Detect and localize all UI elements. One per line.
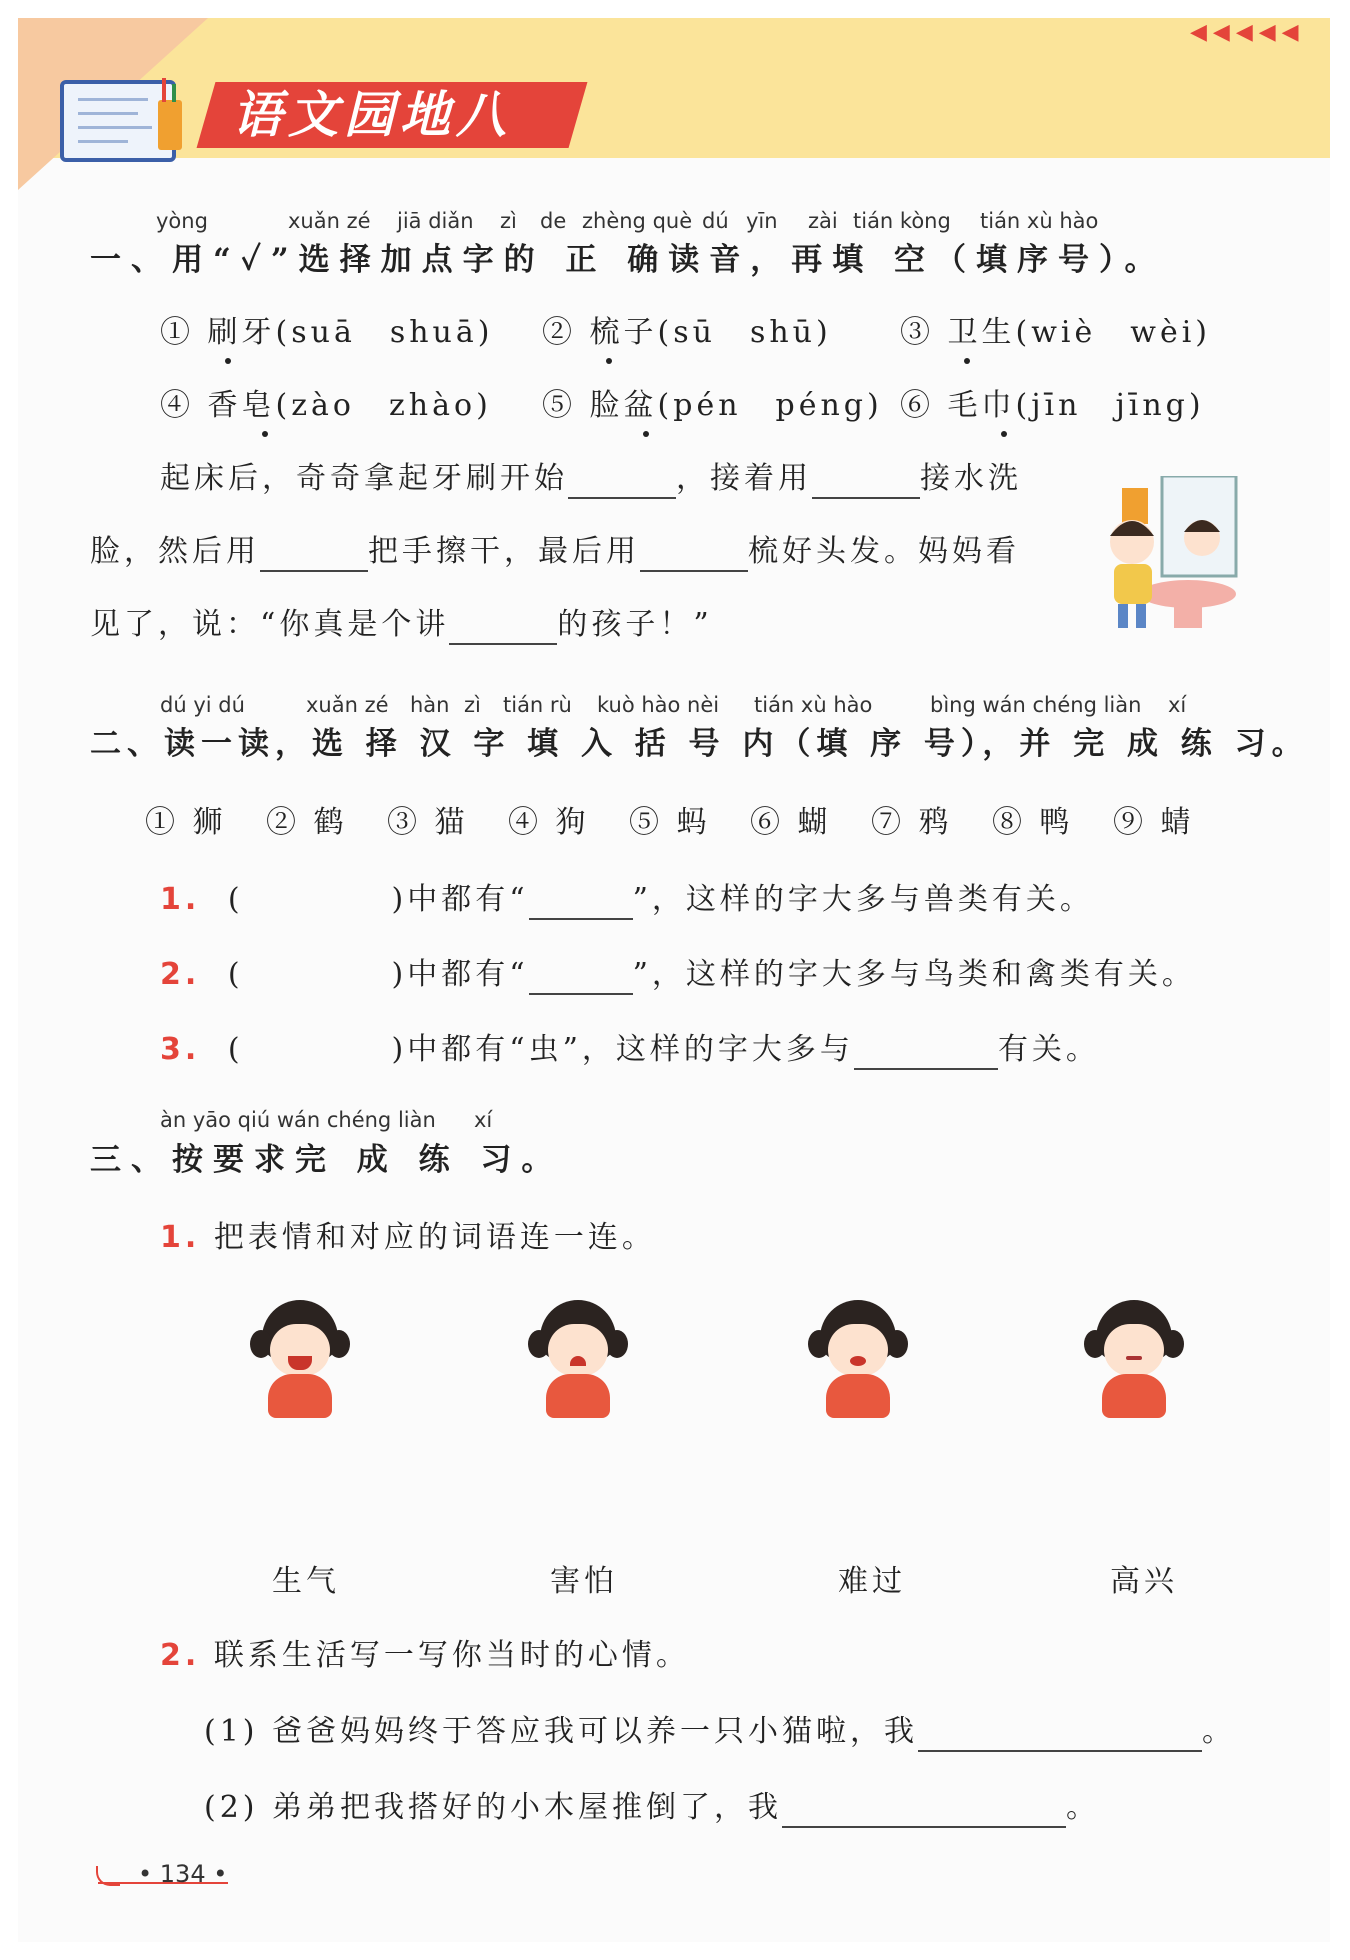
happy-girl-icon <box>250 1300 350 1420</box>
s2-item-2: 2. ( )中都有“ ”，这样的字大多与鸟类和禽类有关。 <box>160 955 1196 995</box>
pinyin-label: yīn <box>746 209 778 233</box>
emphasis-dot <box>225 358 231 364</box>
char-option: ⑥ 蝴 <box>750 805 832 840</box>
char-option: ⑦ 鸦 <box>871 805 953 840</box>
option-1: ① 刷牙(suā shuā) <box>160 315 494 350</box>
boy-brushing-teeth-illustration <box>1100 476 1240 631</box>
word-scared: 害怕 <box>550 1564 618 1599</box>
pinyin-label: zì <box>464 693 481 717</box>
pinyin-label: tián xù hào <box>754 693 873 717</box>
option-5: ⑤ 脸盆(pén péng) <box>542 388 883 423</box>
passage-line-1: 起床后，奇奇拿起牙刷开始 ，接着用 接水洗 <box>160 459 1022 499</box>
emphasis-dot <box>964 358 970 364</box>
pinyin-label: xí <box>474 1108 493 1132</box>
passage-line-2: 脸，然后用 把手擦干，最后用 梳好头发。妈妈看 <box>90 532 1020 572</box>
page-number: • 134 • <box>138 1860 228 1888</box>
pinyin-label: zhèng què <box>582 209 693 233</box>
pinyin-label: de <box>540 209 567 233</box>
option-3: ③ 卫生(wiè wèi) <box>900 315 1211 350</box>
s2-item-3: 3. ( )中都有“虫”，这样的字大多与 有关。 <box>160 1030 1100 1070</box>
s2-item-1: 1. ( )中都有“ ”，这样的字大多与兽类有关。 <box>160 880 1094 920</box>
scared-girl-icon <box>808 1300 908 1420</box>
pinyin-label: hàn <box>410 693 450 717</box>
blank-5[interactable] <box>449 611 557 645</box>
pinyin-label: kuò hào nèi <box>597 693 720 717</box>
pinyin-label: dú yi dú <box>160 693 245 717</box>
section1-heading: 一、用“✓”选择加点字的 正 确读音，再填 空（填序号）。 <box>90 242 1166 278</box>
s3-item-1: 1. 把表情和对应的词语连一连。 <box>160 1220 656 1255</box>
blank-2[interactable] <box>812 465 920 499</box>
emphasis-dot <box>262 431 268 437</box>
s3-item-2: 2. 联系生活写一写你当时的心情。 <box>160 1638 690 1673</box>
blank-3[interactable] <box>260 538 368 572</box>
emphasis-dot <box>606 358 612 364</box>
radical-blank-2[interactable] <box>529 961 633 995</box>
pinyin-label: tián xù hào <box>980 209 1099 233</box>
page-title: 语文园地八 <box>232 86 512 144</box>
passage-line-3: 见了，说：“你真是个讲 的孩子！” <box>90 605 713 645</box>
char-option: ⑨ 蜻 <box>1113 805 1195 840</box>
char-option: ⑤ 蚂 <box>629 805 711 840</box>
word-sad: 难过 <box>838 1564 906 1599</box>
pinyin-label: bìng wán chéng liàn <box>930 693 1142 717</box>
option-4: ④ 香皂(zào zhào) <box>160 388 492 423</box>
word-happy: 高兴 <box>1110 1564 1178 1599</box>
s3-sub-1: (1) 爸爸妈妈终于答应我可以养一只小猫啦，我 。 <box>204 1712 1236 1752</box>
char-option: ① 狮 <box>145 805 227 840</box>
char-option: ④ 狗 <box>508 805 590 840</box>
char-option: ② 鹤 <box>266 805 348 840</box>
blank-1[interactable] <box>568 465 676 499</box>
feeling-blank-2[interactable] <box>782 1794 1066 1828</box>
option-6: ⑥ 毛巾(jīn jīng) <box>900 388 1205 423</box>
section2-heading: 二、读一读，选 择 汉 字 填 入 括 号 内（填 序 号），并 完 成 练 习。 <box>90 726 1309 762</box>
section3-heading: 三、按要求完 成 练 习。 <box>90 1142 563 1178</box>
emphasis-dot <box>1001 431 1007 437</box>
angry-girl-icon <box>528 1300 628 1420</box>
feeling-blank-1[interactable] <box>918 1718 1202 1752</box>
pinyin-label: xuǎn zé <box>288 209 371 233</box>
word-angry: 生气 <box>272 1564 340 1599</box>
pinyin-label: tián kòng <box>853 209 951 233</box>
pinyin-label: xuǎn zé <box>306 693 389 717</box>
pinyin-label: dú <box>702 209 729 233</box>
pinyin-label: àn yāo qiú wán chéng liàn <box>160 1108 436 1132</box>
arrow-decoration-icon: ◀◀◀◀◀ <box>1190 20 1305 45</box>
pencil-cup-icon <box>158 100 182 150</box>
char-option: ⑧ 鸭 <box>992 805 1074 840</box>
pinyin-label: jiā diǎn <box>397 209 474 233</box>
sad-girl-icon <box>1084 1300 1184 1420</box>
option-2: ② 梳子(sū shū) <box>542 315 832 350</box>
pinyin-label: zài <box>808 209 838 233</box>
s3-sub-2: (2) 弟弟把我搭好的小木屋推倒了，我 。 <box>204 1788 1100 1828</box>
pinyin-label: zì <box>500 209 517 233</box>
emphasis-dot <box>643 431 649 437</box>
char-option: ③ 猫 <box>387 805 469 840</box>
pinyin-label: tián rù <box>503 693 572 717</box>
category-blank[interactable] <box>854 1036 998 1070</box>
blank-4[interactable] <box>640 538 748 572</box>
radical-blank-1[interactable] <box>529 886 633 920</box>
pinyin-label: yòng <box>156 209 208 233</box>
pinyin-label: xí <box>1168 693 1187 717</box>
